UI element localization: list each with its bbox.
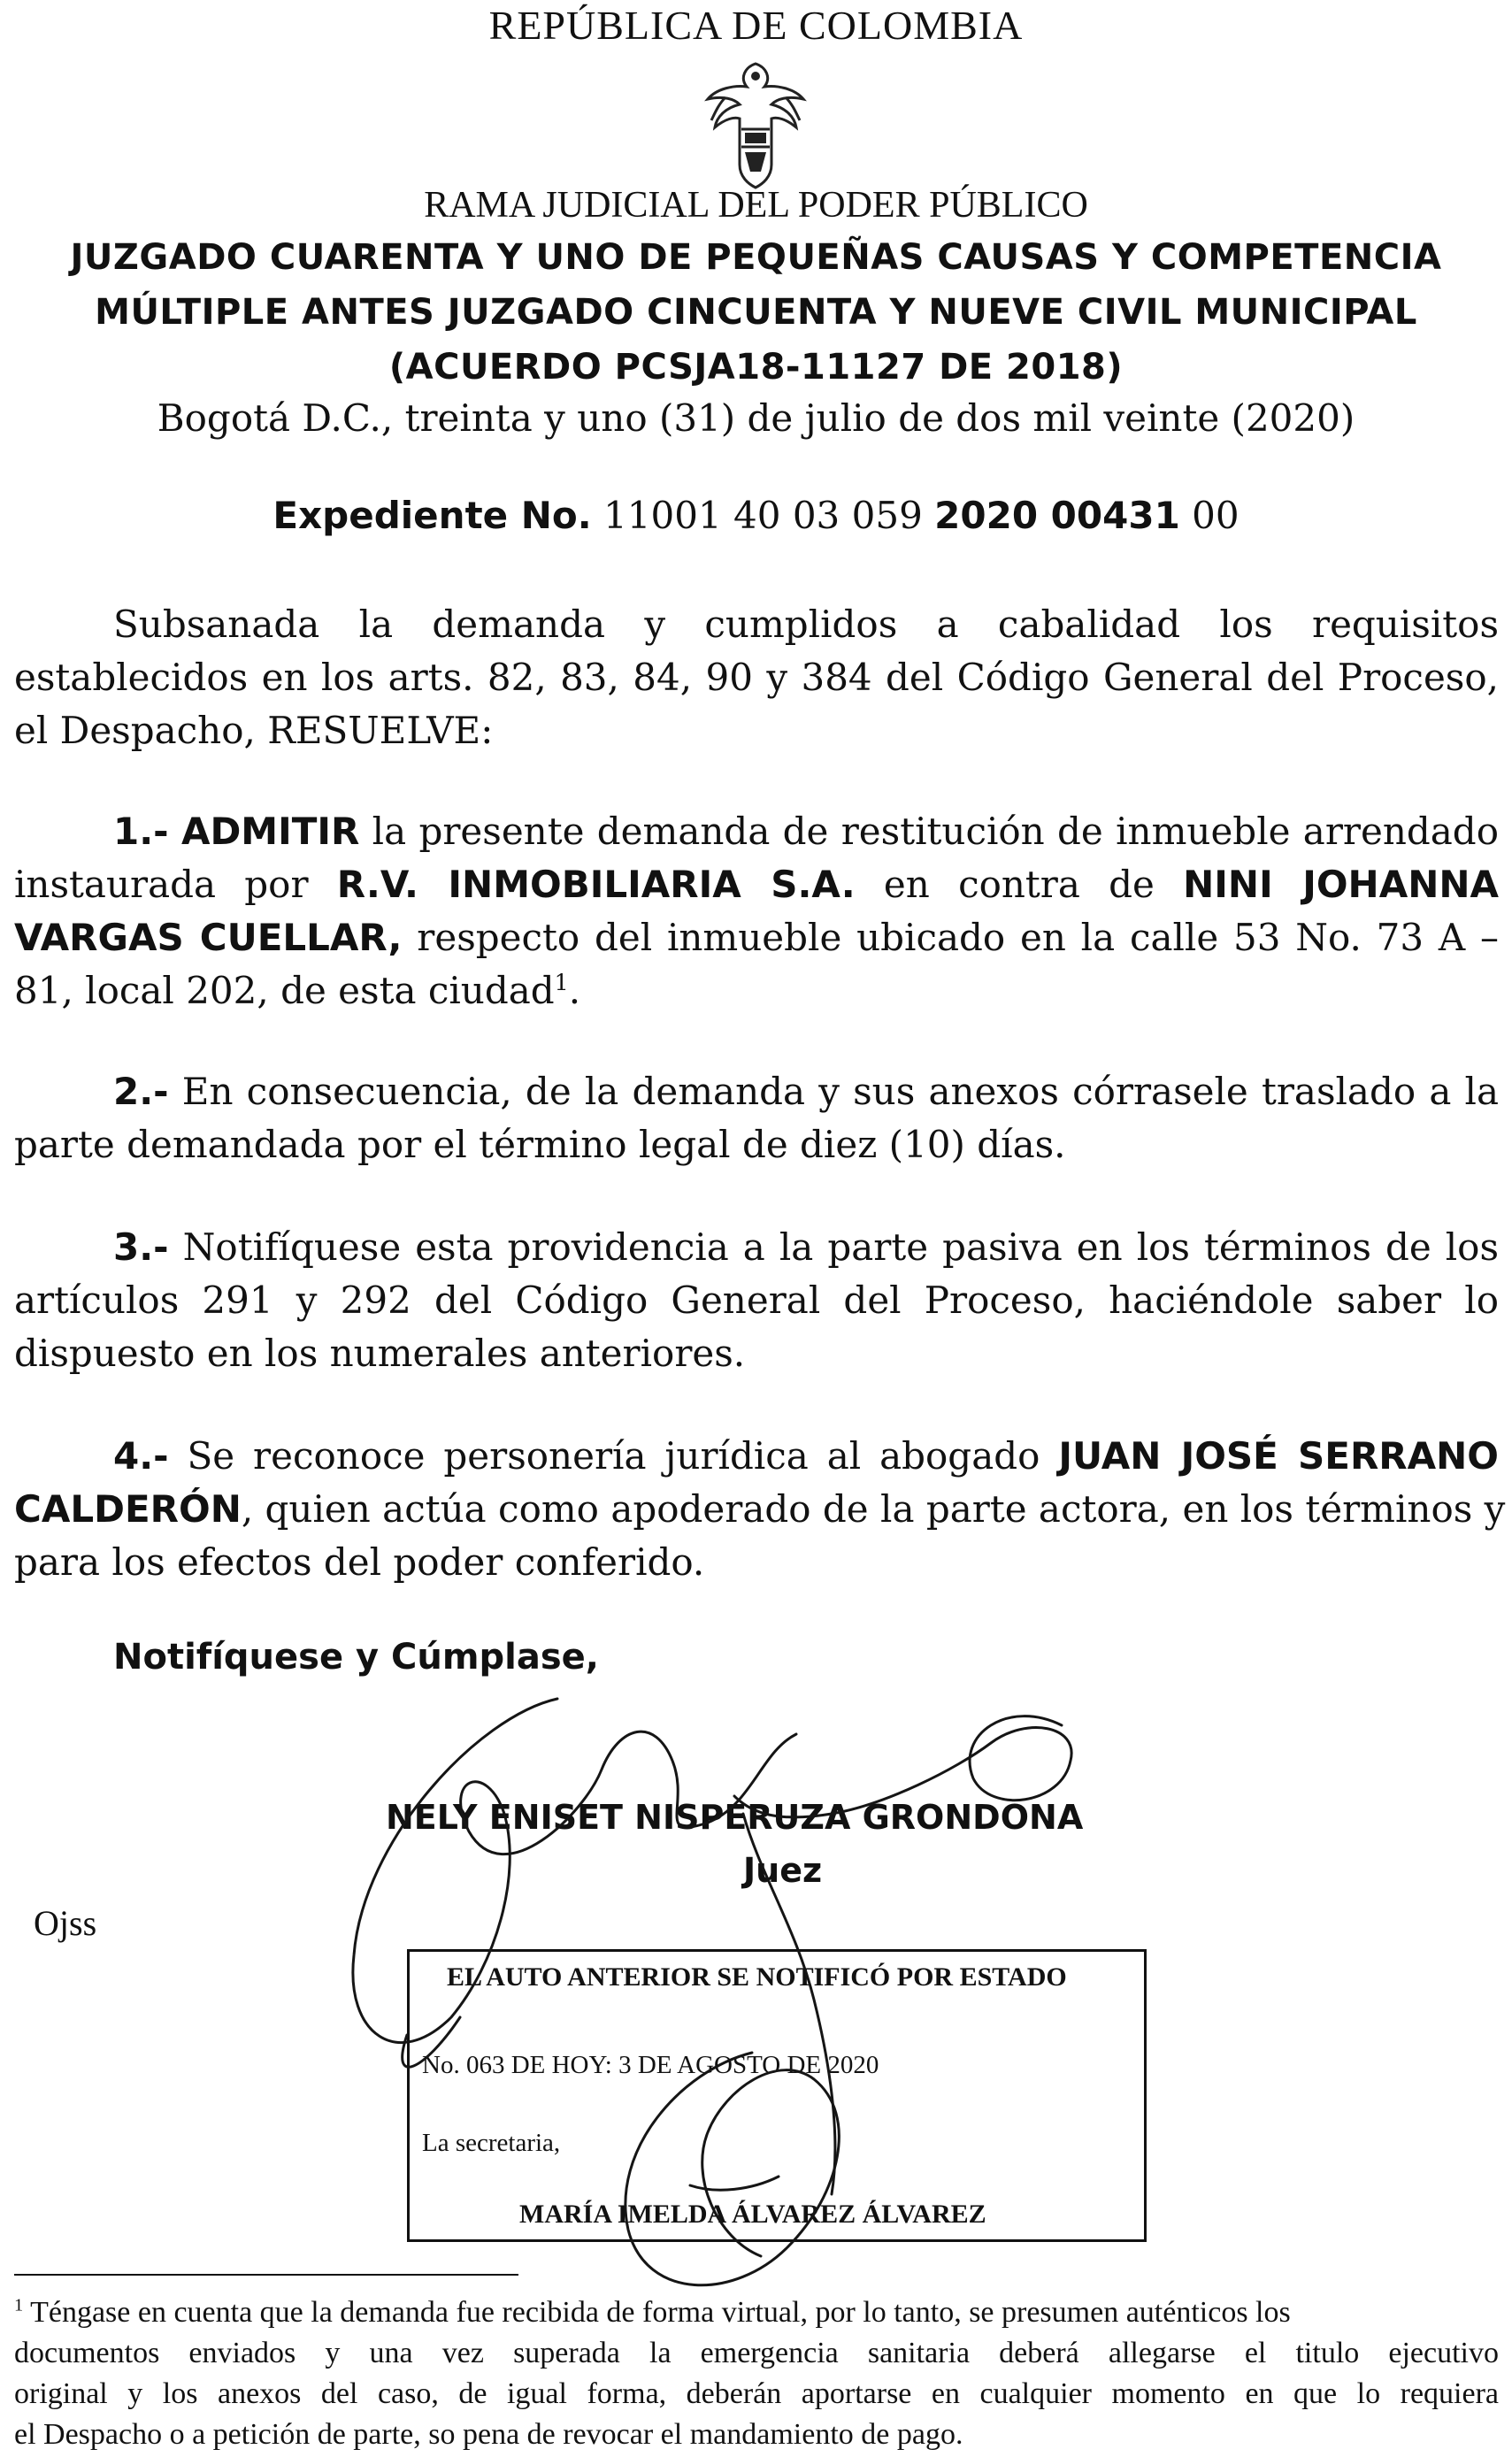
item4-line3: para los efectos del poder conferido. [14,1540,705,1584]
court-agreement: (ACUERDO PCSJA18-11127 DE 2018) [388,347,1124,388]
item1-text: la presente demanda de restitución de inmueble arrendado [372,810,1499,853]
item1-text-c: respecto del inmueble ubicado en la calle 53 No. 73 A – [417,916,1499,959]
footnote-ref: 1 [554,970,569,995]
country-title: REPÚBLICA DE COLOMBIA [488,3,1024,48]
footnote-line1 [14,2292,1499,2334]
date-line: Bogotá D.C., treinta y uno (31) de julio de dos mil veinte (2020) [157,396,1355,440]
item1-number: 1.- [113,810,169,853]
notice-title: EL AUTO ANTERIOR SE NOTIFICÓ POR ESTADO [447,1962,1067,1992]
footnote-mark: 1 [14,2295,24,2315]
item4-line1 [113,1430,1499,1483]
signer-title: Juez [743,1851,823,1890]
item1-line1 [113,805,1499,858]
secretary-signature [575,2035,894,2318]
signer-name: NELY ENISET NISPERUZA GRONDONA [386,1798,1084,1837]
intro-line3: el Despacho, RESUELVE: [14,709,494,752]
intro-line2: establecidos en los arts. 82, 83, 84, 90 y 384 del Código General del Proceso, [14,656,1499,699]
item2-number: 2.- [113,1070,169,1113]
item1-text-d: 81, local 202, de esta ciudad [14,969,555,1012]
secretary-label: La secretaria, [422,2129,561,2157]
item2-line1 [113,1065,1499,1118]
item1-text-b: en contra de [883,863,1155,906]
coat-of-arms-icon [699,58,812,191]
item2-text: En consecuencia, de la demanda y sus anexos córrasele traslado a la [181,1070,1499,1113]
item4-text: Se reconoce personería jurídica al abogado [187,1434,1040,1478]
item1-text-a: instaurada por [14,863,309,906]
secretary-name: MARÍA IMELDA ÁLVAREZ ÁLVAREZ [519,2200,986,2229]
item3-line2: artículos 291 y 292 del Código General del Proceso, haciéndole saber lo [14,1278,1499,1322]
lawyer-name-b: CALDERÓN [14,1487,242,1531]
footnote-line2: documentos enviados y una vez superada la emergencia sanitaria deberá allegarse el titulo ejecutivo [14,2337,1499,2369]
footnote-line3: original y los anexos del caso, de igual forma, deberán aportarse en cualquier momento en que lo requiera [14,2377,1499,2410]
case-number-b: 2020 00431 [934,494,1180,537]
item3-text: Notifíquese esta providencia a la parte pasiva en los términos de los [182,1225,1500,1269]
item4-number: 4.- [113,1434,169,1478]
item2-line2: parte demandada por el término legal de diez (10) días. [14,1123,1066,1166]
case-number-c: 00 [1192,494,1240,537]
footnote-line4: el Despacho o a petición de parte, so pena de revocar el mandamiento de pago. [14,2418,963,2451]
case-label: Expediente No. [272,494,592,537]
case-number [0,494,1512,537]
item1-end: . [568,969,581,1012]
item1-line2 [14,858,1499,911]
judicial-branch: RAMA JUDICIAL DEL PODER PÚBLICO [424,185,1088,226]
defendant-name-a: NINI JOHANNA [1183,863,1500,906]
item1-verb: ADMITIR [180,810,360,853]
item4-text-b: , quien actúa como apoderado de la parte actora, en los términos y [241,1487,1506,1531]
notice-line: No. 063 DE HOY: 3 DE AGOSTO DE 2020 [422,2051,879,2079]
footnote-text1: Téngase en cuenta que la demanda fue recibida de forma virtual, por lo tanto, se presumen auténticos los [30,2296,1291,2329]
item3-line3: dispuesto en los numerales anteriores. [14,1332,746,1375]
item3-line1 [113,1221,1499,1274]
item4-line2 [14,1483,1506,1536]
case-number-a: 11001 40 03 059 [603,494,923,537]
intro-line1: Subsanada la demanda y cumplidos a cabalidad los requisitos [113,603,1499,646]
item1-line4 [14,964,1499,1017]
plaintiff-name: R.V. INMOBILIARIA S.A. [336,863,856,906]
initials: Ojss [34,1903,97,1943]
closing: Notifíquese y Cúmplase, [113,1637,599,1678]
lawyer-name-a: JUAN JOSÉ SERRANO [1058,1434,1499,1478]
item1-line3 [14,911,1499,964]
court-name-line2: MÚLTIPLE ANTES JUZGADO CINCUENTA Y NUEVE CIVIL MUNICIPAL [95,292,1417,333]
court-name-line1: JUZGADO CUARENTA Y UNO DE PEQUEÑAS CAUSAS Y COMPETENCIA [70,237,1442,278]
defendant-name-b: VARGAS CUELLAR, [14,916,403,959]
footnote-separator [14,2274,518,2276]
item3-number: 3.- [113,1225,169,1269]
